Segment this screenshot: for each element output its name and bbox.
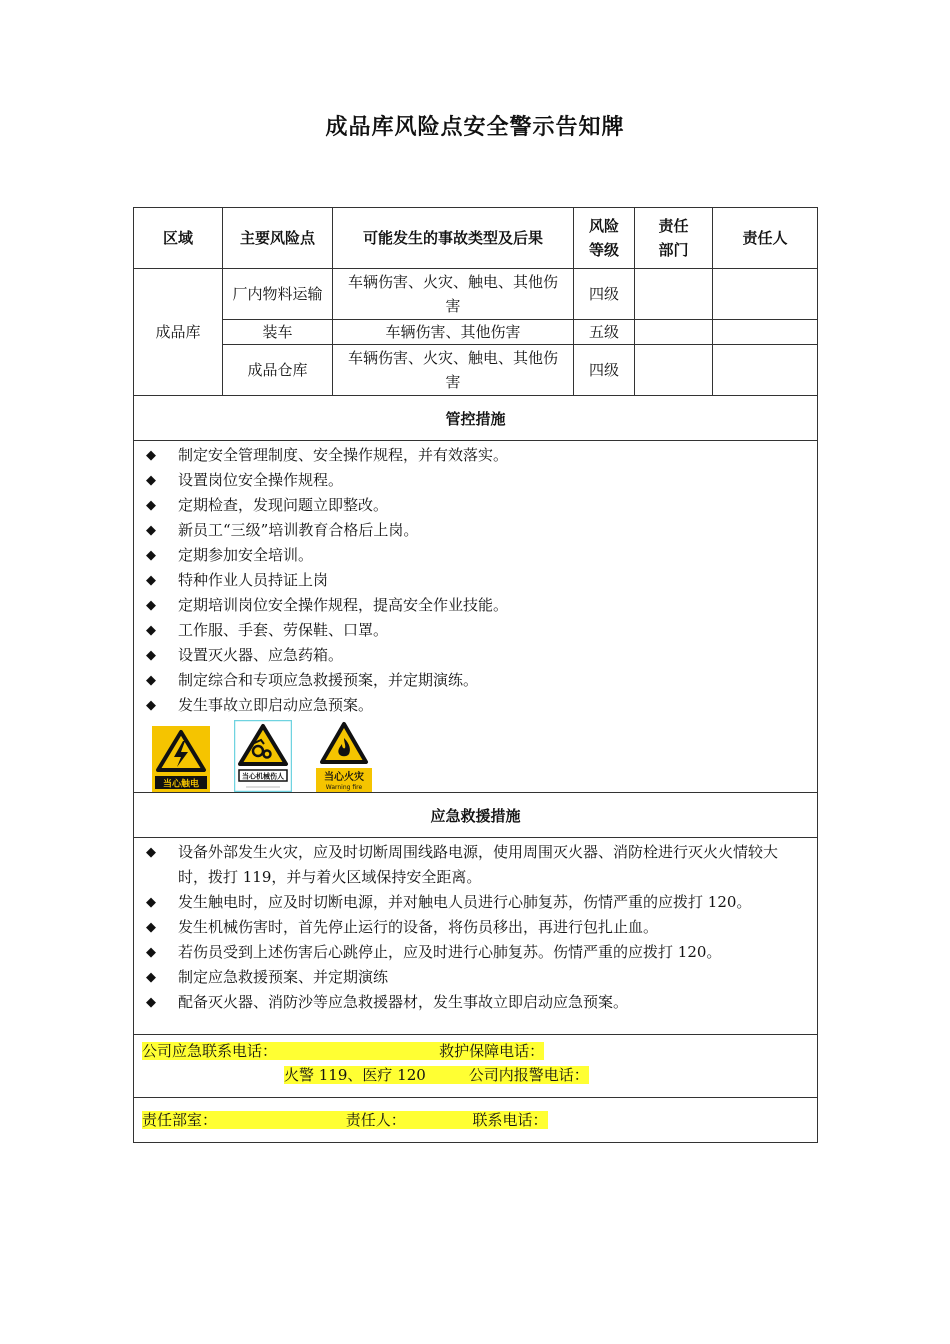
list-item: ◆ 发生机械伤害时，首先停止运行的设备，将伤员移出，再进行包扎止血。 [146,915,803,940]
person-cell [713,269,818,320]
risk-point-cell: 厂内物料运输 [223,269,333,320]
electric-shock-warning-icon [152,726,210,792]
person-cell [713,320,818,345]
person-cell [713,345,818,396]
emergency-contacts-cell [134,1035,818,1098]
list-item: ◆ 若伤员受到上述伤害后心跳停止，应及时进行心肺复苏。伤情严重的应拨打 120。 [146,940,803,965]
header-person: 责任人 [713,208,818,269]
dept-cell [635,269,713,320]
emergency-measures-cell [134,838,818,1035]
machinery-injury-warning-icon [234,720,292,792]
control-section-title: 管控措施 [134,396,818,441]
fire-medical-line: 火警 119、医疗 120 公司内报警电话： [284,1066,589,1084]
list-item: ◆ 配备灭火器、消防沙等应急救援器材，发生事故立即启动应急预案。 [146,990,803,1015]
list-item: ◆ 制定安全管理制度、安全操作规程，并有效落实。 [146,443,809,468]
risk-point-cell: 成品仓库 [223,345,333,396]
list-item: ◆ 定期参加安全培训。 [146,543,809,568]
list-item: ◆ 设置岗位安全操作规程。 [146,468,809,493]
dept-cell [635,320,713,345]
list-item: ◆ 特种作业人员持证上岗 [146,568,809,593]
table-row [134,269,818,320]
list-item: ◆ 设备外部发生火灾，应及时切断周围线路电源，使用周围灭火器、消防栓进行灭火火情较大时，拨打 119，并与着火区域保持安全距离。 [146,840,803,890]
list-item: ◆ 发生触电时，应及时切断电源，并对触电人员进行心肺复苏，伤情严重的应拨打 120。 [146,890,803,915]
list-item: ◆ 制定应急救援预案、并定期演练 [146,965,803,990]
area-cell: 成品库 [134,269,223,396]
list-item: ◆ 工作服、手套、劳保鞋、口罩。 [146,618,809,643]
header-area: 区域 [134,208,223,269]
responsibility-cell [134,1098,818,1143]
control-measures-cell [134,441,818,793]
list-item: ◆ 定期检查，发现问题立即整改。 [146,493,809,518]
risk-table [133,207,818,1143]
emergency-phone-line: 公司应急联系电话： 救护保障电话： [142,1042,545,1060]
accident-cell: 车辆伤害、火灾、触电、其他伤害 [333,269,574,320]
risk-level-cell: 五级 [574,320,635,345]
list-item: ◆ 新员工“三级”培训教育合格后上岗。 [146,518,809,543]
accident-cell: 车辆伤害、火灾、触电、其他伤害 [333,345,574,396]
sign-label: 当心机械伤人 [242,772,284,781]
emergency-section-title: 应急救援措施 [134,793,818,838]
accident-cell: 车辆伤害、其他伤害 [333,320,574,345]
table-header-row [134,208,818,269]
page-title: 成品库风险点安全警示告知牌 [325,115,625,140]
table-row [134,320,818,345]
sign-label: 当心火灾 [324,772,364,783]
list-item: ◆ 发生事故立即启动应急预案。 [146,693,809,718]
header-accident: 可能发生的事故类型及后果 [333,208,574,269]
emergency-list [134,838,817,1015]
header-risk-point: 主要风险点 [223,208,333,269]
table-row [134,345,818,396]
risk-point-cell: 装车 [223,320,333,345]
control-list [134,441,817,718]
fire-warning-icon [316,720,372,792]
list-item: ◆ 定期培训岗位安全操作规程，提高安全作业技能。 [146,593,809,618]
header-dept: 责任部门 [635,208,713,269]
sign-label: 当心触电 [162,779,200,790]
list-item: ◆ 设置灭火器、应急药箱。 [146,643,809,668]
sign-sublabel: Warning fire [325,784,363,791]
responsibility-line: 责任部室： 责任人： 联系电话： [142,1111,548,1129]
risk-level-cell: 四级 [574,345,635,396]
warning-signs [134,718,817,792]
risk-level-cell: 四级 [574,269,635,320]
header-risk-level: 风险等级 [574,208,635,269]
list-item: ◆ 制定综合和专项应急救援预案，并定期演练。 [146,668,809,693]
dept-cell [635,345,713,396]
